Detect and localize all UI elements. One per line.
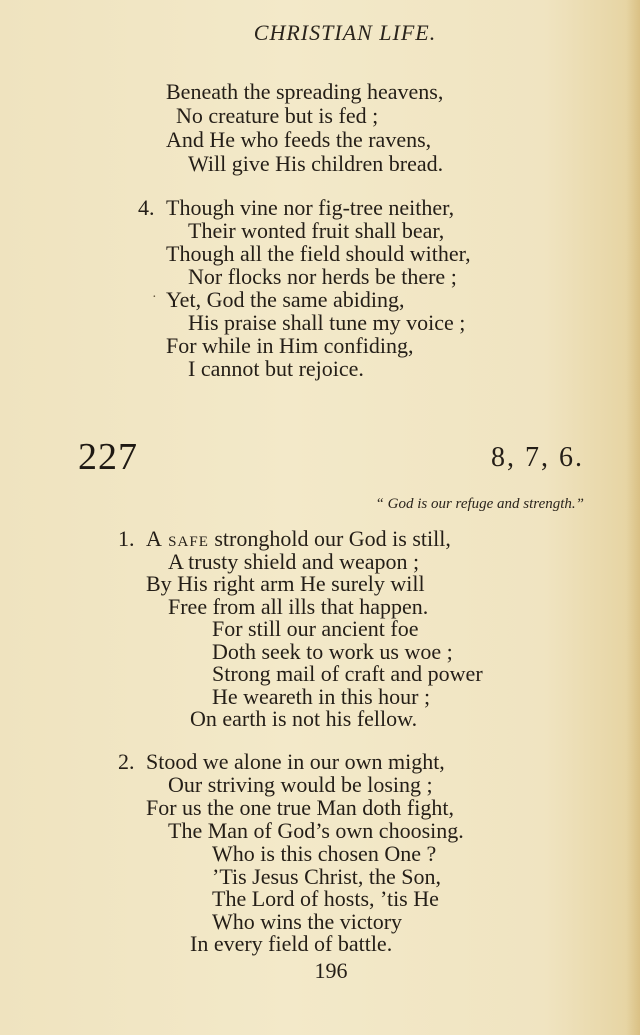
verse-line: Though all the field should wither,: [166, 241, 471, 266]
verse-line: The Lord of hosts, ’tis He: [212, 886, 439, 911]
verse-line: Though vine nor fig-tree neither,: [166, 195, 455, 220]
verse-line: Free from all ills that happen.: [168, 594, 429, 619]
verse-line: In every field of battle.: [190, 931, 393, 956]
verse-line: Yet, God the same abiding,: [166, 287, 405, 312]
stanza-number: 4.: [138, 195, 155, 220]
verse-line: He weareth in this hour ;: [212, 684, 431, 709]
hymn-number: 227: [78, 436, 138, 478]
verse-line: No creature but is fed ;: [176, 103, 379, 128]
hymn-meter: 8, 7, 6.: [491, 442, 584, 473]
verse-line: The Man of God’s own choosing.: [168, 818, 464, 843]
verse-line: By His right arm He surely will: [146, 571, 425, 596]
stanza-number: 1.: [118, 526, 135, 551]
verse-line: Our striving would be losing ;: [168, 772, 433, 797]
verse-line: Beneath the spreading heavens,: [166, 79, 444, 104]
first-words: A safe: [146, 526, 209, 551]
verse-line: [146, 527, 451, 551]
verse-line: Who is this chosen One ?: [212, 841, 437, 866]
first-line-rest: stronghold our God is still,: [208, 526, 451, 551]
verse-line: On earth is not his fellow.: [190, 706, 418, 731]
stanza-number: 2.: [118, 749, 135, 774]
verse-line: Doth seek to work us woe ;: [212, 639, 453, 664]
page-number: 196: [314, 958, 348, 983]
verse-line: Will give His children bread.: [188, 151, 444, 176]
verse-line: Nor flocks nor herds be there ;: [188, 264, 457, 289]
verse-line: His praise shall tune my voice ;: [188, 310, 466, 335]
verse-line: I cannot but rejoice.: [188, 356, 364, 381]
verse-line: ’Tis Jesus Christ, the Son,: [212, 864, 442, 889]
running-header: CHRISTIAN LIFE.: [253, 20, 437, 45]
page-edge: [626, 0, 640, 1035]
verse-line: Strong mail of craft and power: [212, 661, 483, 686]
verse-line: Their wonted fruit shall bear,: [188, 218, 445, 243]
verse-line: A trusty shield and weapon ;: [168, 549, 420, 574]
verse-line: For while in Him confiding,: [166, 333, 414, 358]
verse-line: For us the one true Man doth fight,: [146, 795, 454, 820]
verse-line: Who wins the victory: [212, 909, 403, 934]
verse-line: And He who feeds the ravens,: [166, 127, 432, 152]
verse-line: Stood we alone in our own might,: [146, 749, 445, 774]
hymn-epigraph: “ God is our refuge and strength.”: [375, 496, 584, 512]
ink-speck: ·: [152, 290, 157, 305]
verse-line: For still our ancient foe: [212, 616, 419, 641]
